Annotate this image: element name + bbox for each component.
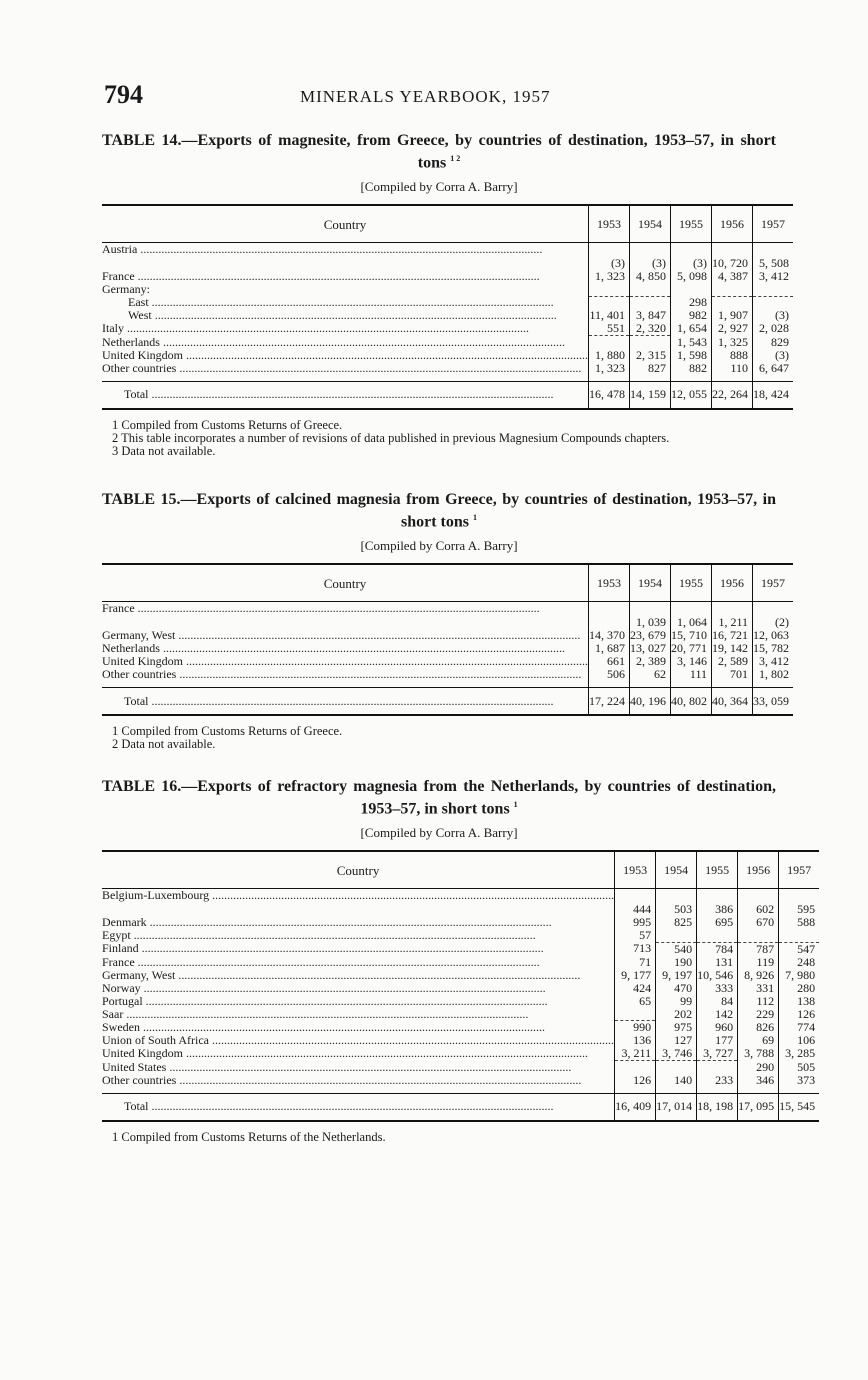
column-header-year: 1953 — [615, 851, 656, 889]
value-cell — [615, 1061, 656, 1074]
country-cell: United Kingdom ..... — [102, 1047, 615, 1061]
value-cell: 3, 788 — [738, 1047, 779, 1061]
value-cell: 131 — [697, 956, 738, 969]
country-cell: France ..... — [102, 956, 615, 969]
value-cell — [656, 929, 697, 942]
value-cell: 1, 064 — [671, 602, 712, 630]
value-cell: 8, 926 — [738, 969, 779, 982]
value-cell: 386 — [697, 889, 738, 917]
value-cell — [697, 929, 738, 942]
value-cell: 3, 847 — [630, 309, 671, 322]
value-cell: 4, 850 — [630, 270, 671, 283]
column-header-year: 1954 — [630, 564, 671, 602]
value-cell: 136 — [615, 1034, 656, 1047]
value-cell: 140 — [656, 1074, 697, 1094]
value-cell: 126 — [615, 1074, 656, 1094]
total-row — [102, 1093, 819, 1121]
total-value: 17, 095 — [738, 1093, 779, 1121]
column-header-year: 1953 — [589, 205, 630, 243]
footnotes — [102, 725, 776, 751]
value-cell: 3, 412 — [753, 655, 794, 668]
value-cell: 248 — [779, 956, 820, 969]
total-row — [102, 381, 793, 409]
value-cell: 69 — [738, 1034, 779, 1047]
column-header-year: 1953 — [589, 564, 630, 602]
column-header-country: Country — [102, 205, 589, 243]
country-cell: Netherlands ..... — [102, 336, 589, 349]
data-table — [102, 204, 793, 410]
total-value: 18, 424 — [753, 381, 794, 409]
value-cell — [753, 283, 794, 296]
value-cell: 787 — [738, 942, 779, 956]
country-cell: Portugal ..... — [102, 995, 615, 1008]
country-cell: West ..... — [102, 309, 589, 322]
total-value: 15, 545 — [779, 1093, 820, 1121]
value-cell: 233 — [697, 1074, 738, 1094]
value-cell: 1, 880 — [589, 349, 630, 362]
country-cell: Germany, West ..... — [102, 969, 615, 982]
value-cell: 774 — [779, 1021, 820, 1035]
country-cell: Egypt ..... — [102, 929, 615, 942]
column-header-year: 1956 — [712, 205, 753, 243]
value-cell: 695 — [697, 916, 738, 929]
value-cell: 9, 197 — [656, 969, 697, 982]
table-row — [102, 969, 819, 982]
total-value: 18, 198 — [697, 1093, 738, 1121]
total-value: 40, 802 — [671, 688, 712, 716]
value-cell — [738, 929, 779, 942]
table-row — [102, 1047, 819, 1061]
value-cell: (3) — [753, 349, 794, 362]
table-title: TABLE 15.—Exports of calcined magnesia from Greece, by countries of destination, 1953–57, in short tons $^1$ — [102, 491, 776, 531]
value-cell: 3, 146 — [671, 655, 712, 668]
compiled-by: [Compiled by Corra A. Barry] — [360, 825, 518, 841]
value-cell: 2, 028 — [753, 322, 794, 336]
value-cell: 127 — [656, 1034, 697, 1047]
column-header-year: 1957 — [779, 851, 820, 889]
table-row — [102, 243, 793, 271]
compiled-by: [Compiled by Corra A. Barry] — [360, 538, 518, 554]
value-cell: 503 — [656, 889, 697, 917]
value-cell: 190 — [656, 956, 697, 969]
value-cell — [589, 336, 630, 349]
value-cell: 888 — [712, 349, 753, 362]
value-cell: 3, 412 — [753, 270, 794, 283]
value-cell: 112 — [738, 995, 779, 1008]
value-cell: (3) — [589, 243, 630, 271]
value-cell: 882 — [671, 362, 712, 382]
country-cell: Denmark ..... — [102, 916, 615, 929]
table-row — [102, 349, 793, 362]
value-cell: 1, 543 — [671, 336, 712, 349]
table-15-block — [102, 491, 789, 752]
compiled-by: [Compiled by Corra A. Barry] — [360, 179, 518, 195]
footnote: 2 This table incorporates a number of revisions of data published in previous Magnesium Compounds chapters. — [112, 430, 670, 445]
value-cell: 4, 387 — [712, 270, 753, 283]
country-cell: Belgium-Luxembourg ..... — [102, 889, 615, 917]
country-cell: United Kingdom ..... — [102, 655, 589, 668]
page-number: 794 — [104, 80, 143, 109]
country-cell: United Kingdom ..... — [102, 349, 589, 362]
total-value: 12, 055 — [671, 381, 712, 409]
table-row — [102, 322, 793, 336]
column-header-year: 1957 — [753, 205, 794, 243]
value-cell: 825 — [656, 916, 697, 929]
value-cell: 1, 211 — [712, 602, 753, 630]
country-cell: France ..... — [102, 602, 589, 630]
total-value: 40, 196 — [630, 688, 671, 716]
value-cell: 713 — [615, 942, 656, 956]
value-cell: 602 — [738, 889, 779, 917]
table-row — [102, 956, 819, 969]
column-header-year: 1954 — [630, 205, 671, 243]
value-cell: 71 — [615, 956, 656, 969]
value-cell: 229 — [738, 1008, 779, 1021]
page-header — [104, 80, 776, 112]
value-cell: 3, 727 — [697, 1047, 738, 1061]
value-cell: 960 — [697, 1021, 738, 1035]
value-cell: 346 — [738, 1074, 779, 1094]
total-label: Total ..... — [102, 1093, 615, 1121]
value-cell: 5, 508 — [753, 243, 794, 271]
value-cell: 126 — [779, 1008, 820, 1021]
table-row — [102, 889, 819, 917]
value-cell: 280 — [779, 982, 820, 995]
value-cell: 15, 710 — [671, 629, 712, 642]
value-cell: 1, 907 — [712, 309, 753, 322]
value-cell: 142 — [697, 1008, 738, 1021]
value-cell: 298 — [671, 296, 712, 309]
value-cell: 99 — [656, 995, 697, 1008]
value-cell: 16, 721 — [712, 629, 753, 642]
total-label: Total ..... — [102, 381, 589, 409]
value-cell: (2) — [753, 602, 794, 630]
data-table — [102, 850, 819, 1122]
value-cell: 661 — [589, 655, 630, 668]
value-cell: 701 — [712, 668, 753, 688]
table-row — [102, 1061, 819, 1074]
table-row — [102, 995, 819, 1008]
value-cell: 506 — [589, 668, 630, 688]
value-cell: 547 — [779, 942, 820, 956]
total-value: 33, 059 — [753, 688, 794, 716]
table-row — [102, 982, 819, 995]
table-row — [102, 668, 793, 688]
table-row — [102, 602, 793, 630]
country-cell: France ..... — [102, 270, 589, 283]
footnote: 1 Compiled from Customs Returns of the Netherlands. — [112, 1129, 386, 1144]
value-cell: 12, 063 — [753, 629, 794, 642]
value-cell: 9, 177 — [615, 969, 656, 982]
table-14-block — [102, 132, 789, 458]
value-cell: 177 — [697, 1034, 738, 1047]
value-cell: 2, 315 — [630, 349, 671, 362]
country-cell: United States ..... — [102, 1061, 615, 1074]
country-cell: Italy ..... — [102, 322, 589, 336]
country-cell: Germany: — [102, 282, 150, 297]
data-table — [102, 563, 793, 716]
value-cell: 505 — [779, 1061, 820, 1074]
value-cell: 1, 654 — [671, 322, 712, 336]
value-cell: 1, 802 — [753, 668, 794, 688]
value-cell — [656, 1061, 697, 1074]
table-row — [102, 916, 819, 929]
total-row — [102, 688, 793, 716]
value-cell: 138 — [779, 995, 820, 1008]
table-row — [102, 362, 793, 382]
country-cell: Austria ..... — [102, 243, 589, 271]
value-cell: 1, 325 — [712, 336, 753, 349]
value-cell: 6, 647 — [753, 362, 794, 382]
value-cell: 65 — [615, 995, 656, 1008]
country-cell: Germany, West ..... — [102, 629, 589, 642]
value-cell: 2, 927 — [712, 322, 753, 336]
value-cell: 1, 039 — [630, 602, 671, 630]
value-cell — [779, 929, 820, 942]
value-cell: 19, 142 — [712, 642, 753, 655]
footnote: 1 Compiled from Customs Returns of Greece. — [112, 724, 343, 739]
column-header-year: 1955 — [697, 851, 738, 889]
value-cell: 15, 782 — [753, 642, 794, 655]
column-header-country: Country — [102, 851, 615, 889]
country-cell: Saar ..... — [102, 1008, 615, 1021]
value-cell: 5, 098 — [671, 270, 712, 283]
table-16-block — [102, 778, 816, 1144]
value-cell: 995 — [615, 916, 656, 929]
total-value: 14, 159 — [630, 381, 671, 409]
table-row — [102, 336, 793, 349]
value-cell: 540 — [656, 942, 697, 956]
value-cell: 827 — [630, 362, 671, 382]
value-cell — [712, 283, 753, 296]
value-cell — [589, 602, 630, 630]
value-cell: 331 — [738, 982, 779, 995]
value-cell: 444 — [615, 889, 656, 917]
total-value: 16, 478 — [589, 381, 630, 409]
country-cell: Other countries ..... — [102, 362, 589, 382]
table-title: TABLE 14.—Exports of magnesite, from Greece, by countries of destination, 1953–57, in short tons $^{1 2}$ — [102, 132, 776, 172]
table-row — [102, 942, 819, 956]
footnote: 1 Compiled from Customs Returns of Greece. — [112, 417, 343, 432]
value-cell: 670 — [738, 916, 779, 929]
value-cell: 84 — [697, 995, 738, 1008]
value-cell: 1, 687 — [589, 642, 630, 655]
total-value: 40, 364 — [712, 688, 753, 716]
total-value: 17, 014 — [656, 1093, 697, 1121]
value-cell: 2, 320 — [630, 322, 671, 336]
value-cell: 290 — [738, 1061, 779, 1074]
total-label: Total ..... — [102, 688, 589, 716]
footnote: 2 Data not available. — [112, 737, 216, 752]
value-cell: 111 — [671, 668, 712, 688]
value-cell: 20, 771 — [671, 642, 712, 655]
country-cell: Other countries ..... — [102, 1074, 615, 1094]
value-cell — [697, 1061, 738, 1074]
value-cell: 7, 980 — [779, 969, 820, 982]
value-cell — [630, 336, 671, 349]
country-cell: East ..... — [102, 296, 589, 309]
value-cell: 110 — [712, 362, 753, 382]
value-cell: 3, 285 — [779, 1047, 820, 1061]
country-cell: Other countries ..... — [102, 668, 589, 688]
table-row — [102, 929, 819, 942]
value-cell: 424 — [615, 982, 656, 995]
country-cell: Netherlands ..... — [102, 642, 589, 655]
value-cell: 784 — [697, 942, 738, 956]
value-cell — [630, 283, 671, 296]
value-cell: 826 — [738, 1021, 779, 1035]
column-header-year: 1955 — [671, 205, 712, 243]
column-header-year: 1957 — [753, 564, 794, 602]
country-cell: Sweden ..... — [102, 1021, 615, 1035]
table-row — [102, 270, 793, 283]
value-cell: 57 — [615, 929, 656, 942]
footnotes — [102, 419, 776, 458]
value-cell: 23, 679 — [630, 629, 671, 642]
value-cell: 2, 389 — [630, 655, 671, 668]
country-cell: Union of South Africa ..... — [102, 1034, 615, 1047]
value-cell: 1, 323 — [589, 270, 630, 283]
value-cell: 1, 598 — [671, 349, 712, 362]
value-cell: 595 — [779, 889, 820, 917]
value-cell: 202 — [656, 1008, 697, 1021]
value-cell: 588 — [779, 916, 820, 929]
value-cell: 106 — [779, 1034, 820, 1047]
value-cell: 470 — [656, 982, 697, 995]
value-cell: 829 — [753, 336, 794, 349]
value-cell — [589, 283, 630, 296]
footnotes — [102, 1131, 776, 1144]
value-cell: (3) — [671, 243, 712, 271]
column-header-year: 1956 — [738, 851, 779, 889]
value-cell: 333 — [697, 982, 738, 995]
table-row — [102, 1021, 819, 1035]
column-header-country: Country — [102, 564, 589, 602]
footnote: 3 Data not available. — [112, 443, 216, 458]
country-cell: Norway ..... — [102, 982, 615, 995]
value-cell: 10, 720 — [712, 243, 753, 271]
column-header-year: 1955 — [671, 564, 712, 602]
column-header-year: 1954 — [656, 851, 697, 889]
value-cell: 62 — [630, 668, 671, 688]
table-title: TABLE 16.—Exports of refractory magnesia from the Netherlands, by countries of destination, 1953–57, in short tons $^1$ — [102, 778, 776, 818]
total-value: 17, 224 — [589, 688, 630, 716]
value-cell: (3) — [753, 309, 794, 322]
table-row — [102, 1074, 819, 1094]
country-cell: Finland ..... — [102, 942, 615, 956]
value-cell: 11, 401 — [589, 309, 630, 322]
value-cell: 990 — [615, 1021, 656, 1035]
value-cell: 551 — [589, 322, 630, 336]
running-title: MINERALS YEARBOOK, 1957 — [300, 87, 551, 106]
value-cell: 14, 370 — [589, 629, 630, 642]
value-cell: 3, 211 — [615, 1047, 656, 1061]
value-cell: (3) — [630, 243, 671, 271]
value-cell: 1, 323 — [589, 362, 630, 382]
table-row — [102, 1008, 819, 1021]
total-value: 16, 409 — [615, 1093, 656, 1121]
value-cell — [615, 1008, 656, 1021]
column-header-year: 1956 — [712, 564, 753, 602]
value-cell: 10, 546 — [697, 969, 738, 982]
value-cell: 2, 589 — [712, 655, 753, 668]
total-value: 22, 264 — [712, 381, 753, 409]
value-cell: 975 — [656, 1021, 697, 1035]
value-cell: 3, 746 — [656, 1047, 697, 1061]
value-cell: 373 — [779, 1074, 820, 1094]
value-cell: 13, 027 — [630, 642, 671, 655]
value-cell: 982 — [671, 309, 712, 322]
value-cell: 119 — [738, 956, 779, 969]
